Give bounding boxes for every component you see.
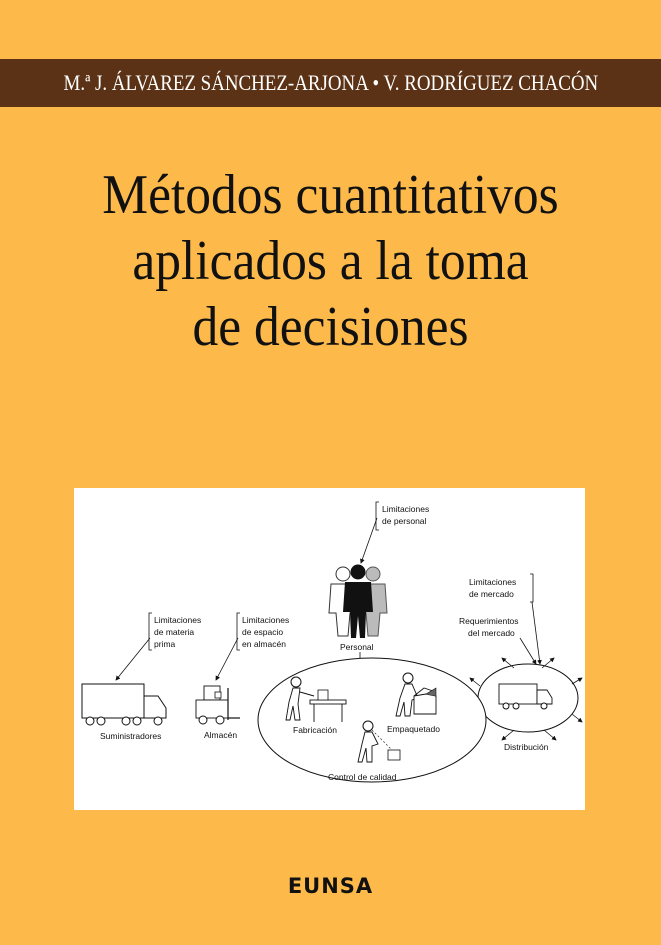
personal-people-icon <box>329 565 387 639</box>
publisher-logo: EUNSA <box>287 874 374 898</box>
supplier-truck-icon <box>82 684 166 725</box>
label-lim-materia-1: Limitaciones <box>154 615 202 625</box>
title-line-2: aplicados a la toma <box>132 230 529 292</box>
label-lim-mercado-1: Limitaciones <box>469 577 517 587</box>
process-diagram <box>74 488 585 810</box>
label-req-mercado-1: Requerimientos <box>459 616 519 626</box>
label-lim-personal-1: Limitaciones <box>382 504 430 514</box>
label-lim-espacio-1: Limitaciones <box>242 615 290 625</box>
label-almacen: Almacén <box>204 730 238 740</box>
label-suministradores: Suministradores <box>100 731 162 741</box>
label-control-calidad: Control de calidad <box>328 772 397 782</box>
authors-band <box>0 59 661 107</box>
label-lim-materia-2: de materia <box>154 627 195 637</box>
title-line-1: Métodos cuantitativos <box>102 164 559 226</box>
label-lim-mercado-2: de mercado <box>469 589 514 599</box>
arrow-personal <box>361 518 377 563</box>
label-fabricacion: Fabricación <box>293 725 337 735</box>
book-title <box>0 162 661 360</box>
title-line-3: de decisiones <box>192 296 469 358</box>
authors: M.ª J. ÁLVAREZ SÁNCHEZ-ARJONA • V. RODRÍGUEZ CHACÓN <box>63 70 598 95</box>
warehouse-forklift-icon <box>196 686 240 724</box>
label-req-mercado-2: del mercado <box>468 628 515 638</box>
label-lim-personal-2: de personal <box>382 516 427 526</box>
label-distribucion: Distribución <box>504 742 549 752</box>
label-lim-espacio-2: de espacio <box>242 627 284 637</box>
cover-illustration <box>74 488 585 810</box>
label-empaquetado: Empaquetado <box>387 724 440 734</box>
label-lim-espacio-3: en almacén <box>242 639 286 649</box>
label-lim-materia-3: prima <box>154 639 176 649</box>
production-ellipse <box>258 658 486 782</box>
label-personal: Personal <box>340 642 374 652</box>
